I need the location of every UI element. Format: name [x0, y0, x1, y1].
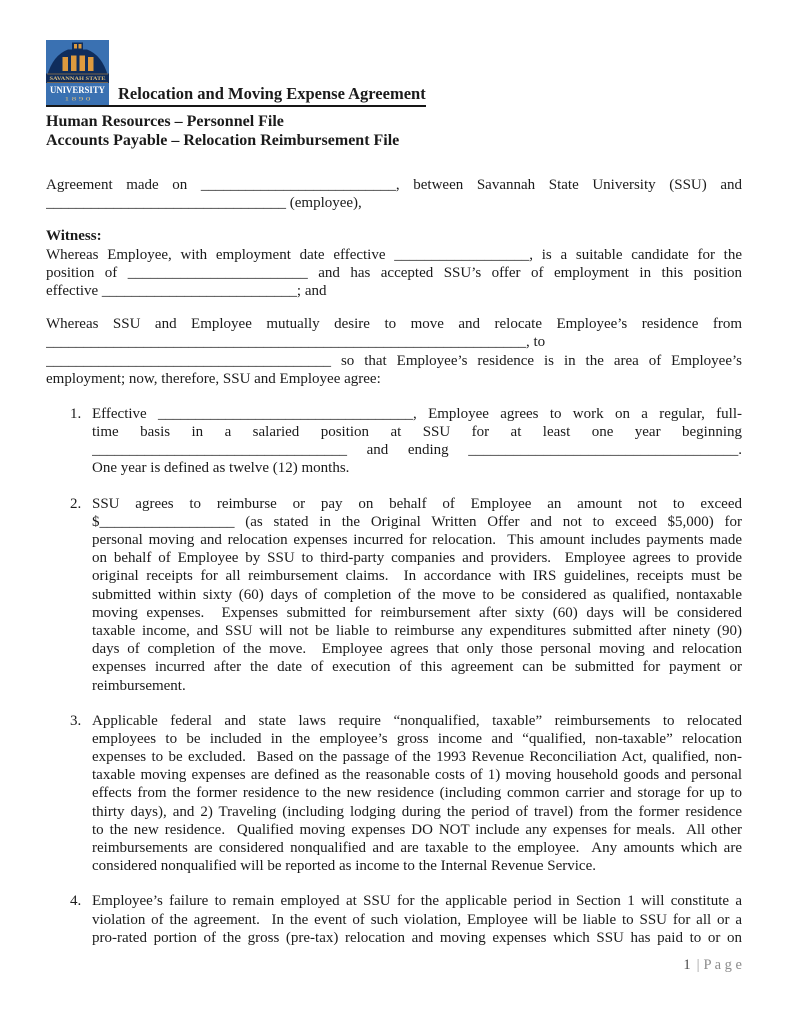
page-number: 1 [683, 956, 691, 973]
title-row [46, 40, 426, 107]
text-line: ______________________________________ so that Employee’s residence is in the area of Employee’s [46, 352, 742, 369]
text-line: expenses to be excluded. Based on the passage of the 1993 Revenue Reconciliation Act, qualified, non- [92, 749, 742, 766]
text-line: effective __________________________; and [46, 282, 327, 299]
paragraph-heading: Witness: [46, 228, 102, 245]
text-line: moving expenses. Expenses submitted for reimbursement after sixty (60) days will be considered [92, 604, 742, 621]
text-line: Whereas Employee, with employment date effective __________________, is a suitable candidate for the [46, 246, 742, 263]
text-line: ________________________________________________________________, to [46, 334, 546, 351]
text-line: position of ________________________ and has accepted SSU’s offer of employment in this position [46, 264, 742, 281]
intro-paragraph [46, 176, 742, 212]
text-line: employees to be included in the employee’s gross income and “qualified, non-taxable” relocation [92, 730, 742, 747]
text-line: submitted within sixty (60) days of completion of the move to be considered as qualified, nontaxable [92, 586, 742, 603]
list-item-text [92, 712, 742, 876]
text-line: taxable moving expenses are defined as the reasonable costs of 1) moving household goods and personal [92, 767, 742, 784]
header-subtitles [46, 113, 742, 150]
text-line: Agreement made on __________________________, between Savannah State University (SSU) and [46, 177, 742, 193]
logo-institution-top-text: SAVANNAH STATE [49, 76, 106, 83]
text-line: $__________________ (as stated in the Original Written Offer and not to exceed $5,000) for [92, 513, 742, 530]
text-line: personal moving and relocation expenses incurred for relocation. This amount includes payments made [92, 532, 742, 548]
list-item-number: 1. [70, 405, 82, 422]
text-line: Whereas SSU and Employee mutually desire to move and relocate Employee’s residence from [46, 316, 742, 333]
text-line: employment; now, therefore, SSU and Employee agree: [46, 370, 381, 387]
text-line: Effective __________________________________, Employee agrees to work on a regular, full- [92, 405, 742, 422]
text-line: on behalf of Employee by SSU to third-party companies and providers. Employee agrees to provide [92, 550, 742, 567]
text-line: reimbursements are considered nonqualified and are taxable to the employee. Any amounts which are [92, 840, 742, 856]
text-line: Employee’s failure to remain employed at SSU for the applicable period in Section 1 will constitute a [92, 893, 742, 910]
logo-institution-main-text: UNIVERSITY [50, 86, 106, 96]
agreement-item-4 [70, 892, 742, 947]
subtitle-accounts-payable: Accounts Payable – Relocation Reimbursement File [46, 131, 400, 149]
logo-year-text: 1 8 9 0 [64, 97, 92, 103]
page-footer [0, 947, 788, 974]
text-line: reimbursement. [92, 677, 186, 694]
text-line: original receipts for all reimbursement claims. In accordance with IRS guidelines, receipts must be [92, 568, 742, 585]
document-body [46, 176, 742, 947]
text-line: taxable income, and SSU will not be liable to reimburse any expenditures submitted after ninety (90) [92, 622, 742, 639]
text-line: effects from the former residence to the new residence (including common carrier and storage for up to [92, 785, 742, 802]
agreement-item-3 [70, 712, 742, 876]
list-item-number: 3. [70, 712, 82, 729]
text-line: violation of the agreement. In the event of such violation, Employee will be liable to SSU for all or a [92, 911, 742, 928]
agreement-item-2 [70, 495, 742, 695]
text-line: considered nonqualified will be reported as income to the Internal Revenue Service. [92, 858, 596, 875]
list-item-text [92, 495, 742, 695]
witness-paragraph [46, 227, 742, 300]
text-line: expenses incurred after the date of execution of this agreement can be submitted for payment or [92, 659, 742, 676]
text-line: pro-rated portion of the gross (pre-tax) relocation and moving expenses which SSU has paid to or on [92, 929, 742, 946]
text-line: days of completion of the move. Employee agrees that only those personal moving and relocation [92, 641, 742, 658]
list-item-text [92, 892, 742, 947]
document-header [46, 40, 742, 150]
page-title: Relocation and Moving Expense Agreement [118, 84, 426, 103]
ssu-university-logo-icon [46, 40, 109, 105]
agreement-item-1 [70, 405, 742, 478]
footer-separator: | [696, 956, 700, 973]
text-line: One year is defined as twelve (12) months. [92, 460, 350, 477]
text-line: __________________________________ and ending ____________________________________. [92, 442, 742, 459]
list-item-number: 4. [70, 893, 82, 910]
text-line: SSU agrees to reimburse or pay on behalf of Employee an amount not to exceed [92, 495, 742, 512]
text-line: Applicable federal and state laws require “nonqualified, taxable” reimbursements to relocated [92, 712, 742, 729]
text-line: thirty days), and 2) Traveling (including lodging during the period of travel) from the former residence [92, 803, 742, 820]
text-line: time basis in a salaried position at SSU for at least one year beginning [92, 424, 742, 441]
text-line: ________________________________ (employee), [46, 195, 362, 212]
footer-page-label: P a g e [703, 956, 742, 973]
list-item-number: 2. [70, 495, 82, 512]
subtitle-human-resources: Human Resources – Personnel File [46, 113, 284, 130]
whereas-paragraph [46, 315, 742, 388]
list-item-text [92, 405, 742, 478]
text-line: to the new residence. Qualified moving expenses DO NOT include any expenses for meals. All other [92, 821, 742, 838]
